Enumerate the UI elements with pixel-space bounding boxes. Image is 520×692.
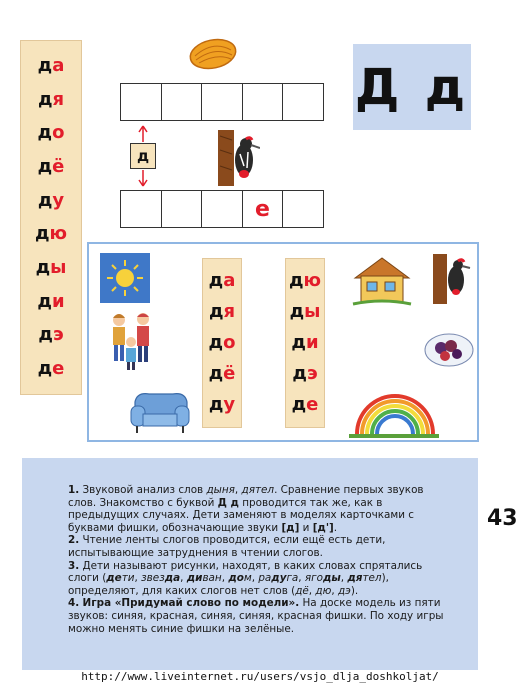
model-cell xyxy=(120,83,162,121)
melon-icon xyxy=(187,36,239,72)
syllable-consonant: д xyxy=(37,358,53,380)
syllable-consonant: д xyxy=(35,256,51,278)
syllable xyxy=(37,189,65,211)
source-url: http://www.liveinternet.ru/users/vsjo_dlja_doshkoljat/ xyxy=(81,670,439,683)
syllable-vowel: а xyxy=(223,269,236,291)
syllable xyxy=(37,155,65,177)
syllable-consonant: д xyxy=(37,54,53,76)
syllable-consonant: д xyxy=(37,155,53,177)
syllable-vowel: о xyxy=(52,122,65,144)
model-cell xyxy=(161,190,203,228)
syllable-vowel: и xyxy=(51,290,65,312)
syllable xyxy=(288,269,322,291)
page-number: 43 xyxy=(487,506,518,531)
syllable-vowel: е xyxy=(306,394,319,416)
instruction-item: 3. Дети называют рисунки, находят, в каких словах спрятались слоги (дети, звезда, диван, дом, радуга, ягоды, дятел), определяют, для каких слогов нет слов (дё, дю, дэ). xyxy=(68,559,423,597)
syllable-strip-left xyxy=(20,40,82,395)
syllable-consonant: д xyxy=(37,290,52,312)
instruction-item: 4. Игра «Придумай слово по модели». На доске модель из пяти звуков: синяя, красная, синяя, синяя, красная фишки. По ходу игры можно менять синие фишки на зелёные. xyxy=(68,597,444,635)
model-cell xyxy=(242,83,284,121)
model-cell xyxy=(282,83,324,121)
model-cell xyxy=(120,190,162,228)
syllable-vowel: ё xyxy=(52,155,65,177)
syllable-consonant: д xyxy=(37,88,53,110)
instruction-item: 1. Звуковой анализ слов дыня, дятел. Сравнение первых звуков слов. Знакомство с буквой Д д проводится так же, как в предыдущих случаях. Дети заменяют в моделях карточками с буквами фишки, обозначающие звуки [д] и [д']. xyxy=(68,484,424,534)
syllable xyxy=(37,290,65,312)
syllable-consonant: д xyxy=(291,394,307,416)
instruction-item: 2. Чтение ленты слогов проводится, если ещё есть дети, испытывающие затруднения в чтении слогов. xyxy=(68,534,386,559)
model-cell xyxy=(201,190,243,228)
syllable-vowel: ы xyxy=(50,256,67,278)
syllable-vowel: и xyxy=(305,331,319,353)
syllable-consonant: д xyxy=(208,363,224,385)
syllable-consonant: д xyxy=(291,331,306,353)
instruction-lead: Игра «Придумай слово по модели». xyxy=(82,597,300,610)
syllable xyxy=(289,300,321,322)
syllable-consonant: д xyxy=(208,331,224,353)
syllable xyxy=(209,365,236,383)
berries-icon xyxy=(423,328,475,368)
syllable-vowel: е xyxy=(52,358,65,380)
syllable xyxy=(292,396,319,414)
house-icon xyxy=(351,254,413,306)
instruction-number: 3. xyxy=(68,559,80,572)
syllable xyxy=(208,300,236,322)
syllable-consonant: д xyxy=(38,324,53,346)
syllable xyxy=(38,124,65,142)
syllable xyxy=(208,331,236,353)
arrow-down-icon xyxy=(136,168,150,188)
sound-model-top xyxy=(120,83,324,121)
syllable xyxy=(38,360,65,378)
syllable xyxy=(37,88,65,110)
letter-card: д xyxy=(130,143,156,169)
woodpecker-icon xyxy=(214,130,260,186)
letter-title-box xyxy=(353,44,471,130)
syllable-strip-middle-1 xyxy=(202,258,242,428)
instruction-number: 2. xyxy=(68,534,80,547)
syllable-vowel: э xyxy=(52,324,64,346)
letter-title: Д д xyxy=(354,58,470,116)
rainbow-icon xyxy=(349,382,439,438)
syllable-vowel: у xyxy=(52,189,65,211)
sound-model-bottom xyxy=(120,190,324,228)
model-cell xyxy=(201,83,243,121)
syllable xyxy=(35,225,67,243)
syllable-consonant: д xyxy=(289,300,305,322)
syllable-consonant: д xyxy=(37,122,53,144)
syllable-consonant: д xyxy=(34,223,50,245)
syllable-vowel: я xyxy=(52,88,65,110)
syllable xyxy=(37,54,65,76)
syllable-vowel: у xyxy=(223,394,236,416)
syllable xyxy=(208,269,236,291)
sun-icon xyxy=(99,252,151,304)
model-letter: е xyxy=(255,196,270,222)
syllable-strip-middle-2 xyxy=(285,258,325,428)
syllable-consonant: д xyxy=(208,269,224,291)
syllable xyxy=(38,326,63,344)
children-icon xyxy=(103,310,161,372)
teacher-instructions xyxy=(22,458,478,670)
syllable xyxy=(291,331,319,353)
model-cell xyxy=(242,190,284,228)
syllable-vowel: э xyxy=(306,363,318,385)
syllable-consonant: д xyxy=(288,269,304,291)
instruction-number: 1. xyxy=(68,484,80,496)
syllable-vowel: ю xyxy=(303,269,322,291)
model-cell xyxy=(161,83,203,121)
arrow-up-icon xyxy=(136,124,150,144)
syllable-vowel: ы xyxy=(304,300,321,322)
syllable-consonant: д xyxy=(292,363,307,385)
model-cell xyxy=(282,190,324,228)
syllable-vowel: ю xyxy=(49,223,68,245)
syllable-vowel: а xyxy=(52,54,65,76)
syllable-vowel: ё xyxy=(223,363,236,385)
instruction-number: 4. xyxy=(68,597,80,610)
syllable-vowel: о xyxy=(223,331,236,353)
sofa-icon xyxy=(129,388,191,436)
syllable-vowel: я xyxy=(223,300,236,322)
syllable xyxy=(209,396,235,414)
syllable-consonant: д xyxy=(208,300,224,322)
syllable xyxy=(292,365,317,383)
woodpecker-icon xyxy=(431,254,471,304)
syllable-consonant: д xyxy=(37,189,53,211)
syllable xyxy=(35,256,67,278)
syllable-consonant: д xyxy=(208,394,224,416)
syllable-picture-panel xyxy=(87,242,479,442)
